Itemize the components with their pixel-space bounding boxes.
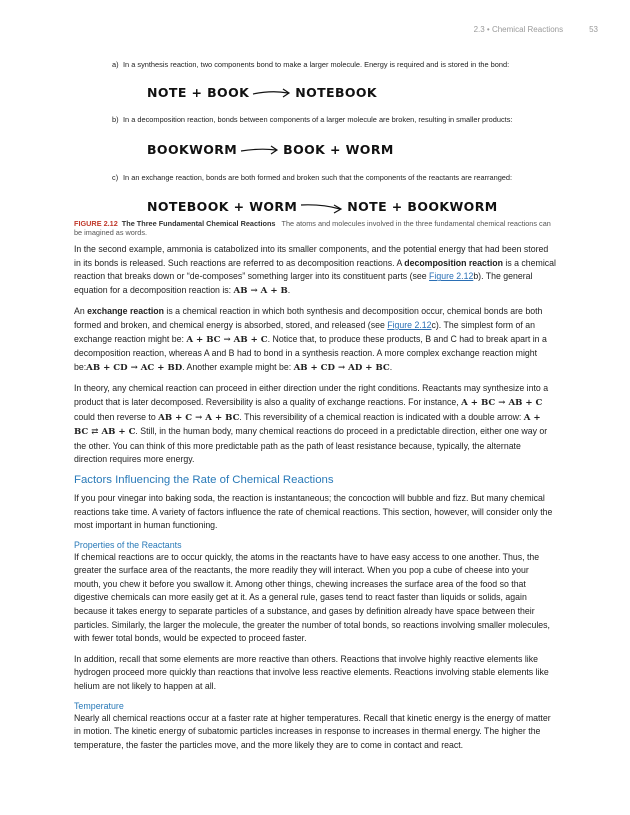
paragraph-properties: If chemical reactions are to occur quickly, the atoms in the reactants have to have easy access to one another. Thus, the greater the surface area of the reactants, the more readily they will interact. When you pop a cube of cheese into your mouth, you chew it before you swallow it. Among other things, chewing increases the surface area of the food so that digestive chemicals can more easily get at it. As a general rule, gases tend to react faster than liquids or solids, again because it takes energy to separate particles of a substance, and gases by definition already have space between their particles. Similarly, the larger the molecule, the greater the number of total bonds, so reactions involving smaller molecules, with fewer total bonds, would be expected to proceed faster. — [74, 551, 550, 644]
page-number: 53 — [589, 25, 598, 34]
synthesis-arrow-icon — [252, 87, 292, 99]
header-section-title: 2.3 • Chemical Reactions — [473, 25, 564, 34]
synthesis-equation: NOTE + BOOK NOTEBOOK — [147, 85, 378, 100]
caption-title: The Three Fundamental Chemical Reactions — [121, 219, 276, 228]
figure-part-a-text: a) In a synthesis reaction, two components bond to make a larger molecule. Energy is required and is stored in the bond: — [112, 60, 510, 69]
figure-part-b-text: b) In a decomposition reaction, bonds between components of a larger molecule are broken, resulting in smaller products: — [112, 115, 513, 124]
paragraph-temperature: Nearly all chemical reactions occur at a faster rate at higher temperatures. Recall that kinetic energy is the energy of matter in motion. The kinetic energy of subatomic particles increases in response to increases in thermal energy. The higher the temperature, the faster the particles move, and the more likely they are to come in contact and react. — [74, 712, 551, 750]
equation: AB + C → A + BC — [158, 412, 240, 423]
paragraph-reactivity: In addition, recall that some elements are more reactive than others. Reactions that involve highly reactive elements like hydrogen proceed more quickly than reactions that involve less reactive elements. Reactions involving stable elements like helium are not likely to happen at all. — [74, 653, 549, 692]
subheading-temperature: Temperature — [74, 700, 124, 711]
figure-part-c-text: c) In an exchange reaction, bonds are both formed and broken such that the components of the reactants are rearranged: — [112, 173, 513, 182]
paragraph-rate-intro: If you pour vinegar into baking soda, the reaction is instantaneous; the concoction will bubble and fizz. But many chemical reactions take time. A variety of factors influence the rate of chemical reactions. This section, however, will consider only the most important in human functioning. — [74, 492, 553, 531]
equation: A + BC → AB + C — [461, 397, 543, 408]
paragraph-decomposition: In the second example, ammonia is catabolized into its smaller components, and the potential energy that had been stored in its bonds is released. Such reactions are referred to as decomposition reactions. A decomposition reaction is a chemical reaction that breaks down or “de-composes” something larger into its constituent parts (see Figure 2.12b). The general equation for a decomposition reaction is: AB → A + B. — [74, 244, 556, 296]
subheading-properties: Properties of the Reactants — [74, 539, 182, 550]
term-decomposition-reaction: decomposition reaction — [404, 257, 503, 268]
paragraph-reversibility: In theory, any chemical reaction can proceed in either direction under the right conditions. Reactants may synthesize into a product that is later decomposed. Reversibility is also a quality of exchange reactions. For instance, A + BC → AB + C could then reverse to AB + C → A + BC. This reversibility of a chemical reaction is indicated with a double arrow: A + BC ⇄ AB + C. Still, in the human body, many chemical reactions do proceed in a predictable direction, either one way or the other. You can think of this more predictable path as the path of least resistance because, typically, the alternate direction requires more energy. — [74, 383, 549, 465]
figure-caption — [74, 219, 554, 237]
exchange-arrow-icon — [300, 200, 344, 214]
figure-link-2-12c[interactable]: Figure 2.12 — [387, 319, 432, 330]
decomposition-equation: BOOKWORM BOOK + WORM — [147, 142, 394, 157]
main-body — [74, 243, 556, 759]
term-exchange-reaction: exchange reaction — [87, 306, 164, 317]
caption-figure-number: FIGURE 2.12 — [74, 219, 118, 228]
equation: AB → A + B — [233, 285, 288, 296]
caption-text: The atoms and molecules involved in the three fundamental chemical reactions can be imagined as words. — [74, 219, 551, 238]
section-heading: Factors Influencing the Rate of Chemical Reactions — [74, 473, 334, 486]
exchange-equation: NOTEBOOK + WORM NOTE + BOOKWORM — [147, 199, 498, 214]
equation: A + BC ⇄ AB + C — [74, 412, 541, 438]
running-header — [474, 25, 598, 34]
part-c-label: c) — [112, 173, 119, 182]
paragraph-exchange: An exchange reaction is a chemical reaction in which both synthesis and decomposition occur, chemical bonds are both formed and broken, and chemical energy is absorbed, stored, and released (see Figure 2.12c). The simplest form of an exchange reaction might be: A + BC → AB + C. Notice that, to produce these products, B and C had to break apart in a decomposition reaction, whereas A and B had to bond in a synthesis reaction. A more complex exchange reaction might be:AB + CD → AC + BD. Another example might be: AB + CD → AD + BC. — [74, 306, 547, 373]
decomposition-arrow-icon — [240, 144, 280, 156]
figure-link-2-12b[interactable]: Figure 2.12 — [429, 271, 474, 282]
equation: A + BC → AB + C — [186, 334, 268, 345]
equation: AB + CD → AD + BC — [293, 362, 390, 373]
part-b-label: b) — [112, 115, 119, 124]
part-a-label: a) — [112, 60, 119, 69]
equation: AB + CD → AC + BD — [86, 362, 183, 373]
